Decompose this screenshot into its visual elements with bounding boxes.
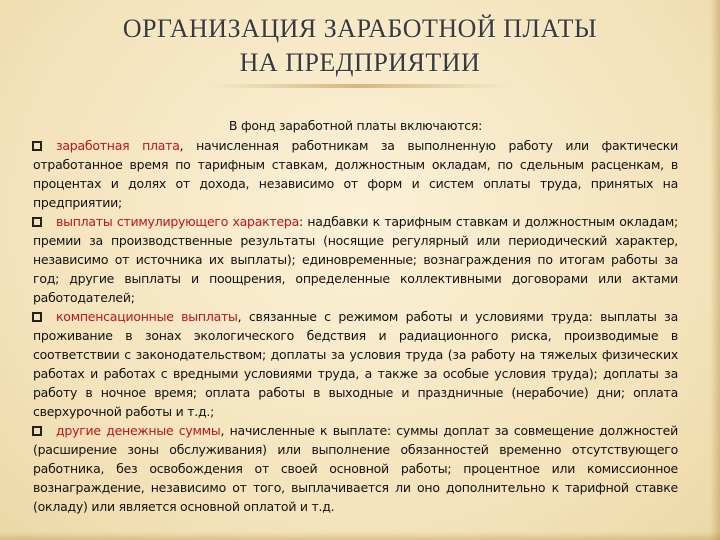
list-item-compensation-payments [33,307,678,421]
hollow-square-bullet-icon [32,141,42,151]
item-text-other-sums: , начисленные к выплате: суммы доплат за совмещение должностей (расширение зоны обслуживания) или выполнение обязанностей временно отсутствующего работника, без освобождения от своей основной работы; процентное или комиссионное вознаграждение, независимо от того, выплачивается ли оно дополнительно к тарифной ставке (окладу) или является основной оплатой и т.д. [33,423,678,514]
item-text-wages: , начисленная работникам за выполненную работу или фактически отработанное время по тарифным ставкам, должностным окладам, по сдельным расценкам, в процентах и долях от дохода, независимо от форм и систем оплаты труда, принятых на предприятии; [33,138,678,210]
intro-text: В фонд заработной платы включаются: [228,118,483,133]
term-wages: заработная плата [56,138,180,153]
list-item-incentive-payments [33,212,678,307]
item-text-incentive-payments: : надбавки к тарифным ставкам и должностным окладам; премии за производственные результаты (носящие регулярный или периодический характер, независимо от источника их выплаты); единовременные; вознаграждения по итогам работы за год; другие выплаты и поощрения, определенные коллективными договорами или актами работодателей; [33,214,678,305]
slide-right-edge-shadow [710,0,720,540]
title-underline-decoration [208,84,508,88]
list-item-wages [33,136,678,212]
slide-title [40,12,680,80]
title-line-2: НА ПРЕДПРИЯТИИ [239,48,481,77]
hollow-square-bullet-icon [32,426,42,436]
term-other-sums: другие денежные суммы [56,423,221,438]
list-item-other-sums [33,421,678,516]
slide-bottom-edge-shadow [0,532,720,540]
item-text-compensation-payments: , связанные с режимом работы и условиями труда: выплаты за проживание в зонах экологического бедствия и радиационного риска, производимые в соответствии с законодательством; доплаты за условия труда (за работу на тяжелых физических работах и работах с вредными условиями труда, а также за особые условия труда); доплаты за работу в ночное время; оплата работы в выходные и праздничные (нерабочие) дни; оплата сверхурочной работы и т.д.; [33,309,678,419]
hollow-square-bullet-icon [32,312,42,322]
slide-content [33,116,678,516]
term-compensation-payments: компенсационные выплаты [56,309,238,324]
term-incentive-payments: выплаты стимулирующего характера [56,214,300,229]
hollow-square-bullet-icon [32,217,42,227]
title-line-1: ОРГАНИЗАЦИЯ ЗАРАБОТНОЙ ПЛАТЫ [122,14,598,43]
